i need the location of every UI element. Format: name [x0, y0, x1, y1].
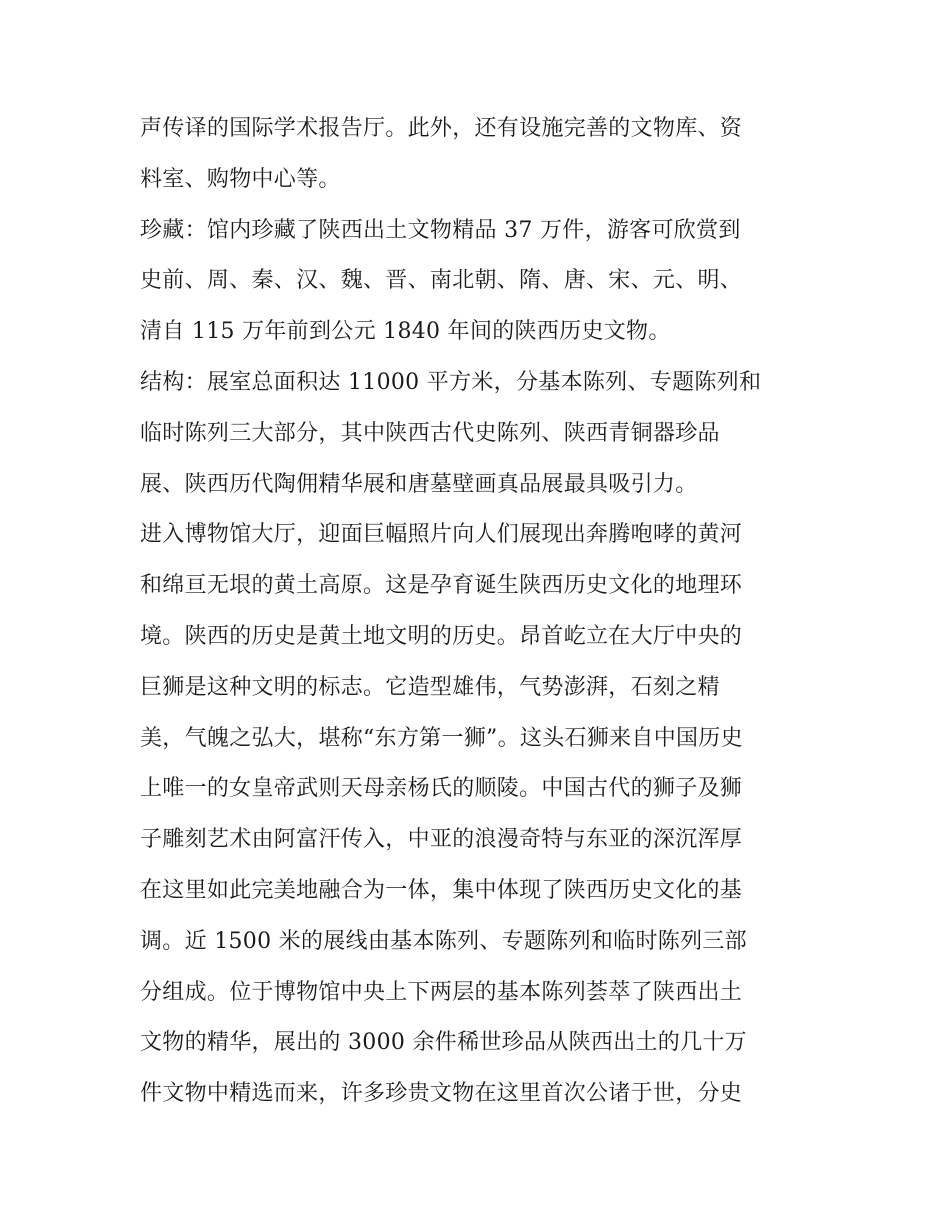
- text-line: 子雕刻艺术由阿富汗传入，中亚的浪漫奇特与东亚的深沉浑厚: [140, 827, 743, 853]
- text-line: 声传译的国际学术报告厅。此外，还有设施完善的文物库、资: [140, 116, 743, 141]
- text-line: 结构：展室总面积达 11000 平方米，分基本陈列、专题陈列和: [140, 369, 762, 395]
- text-line: 料室、购物中心等。: [140, 166, 341, 192]
- text-line: 境。陕西的历史是黄土地文明的历史。昂首屹立在大厅中央的: [140, 623, 743, 649]
- text-line: 展、陕西历代陶佣精华展和唐墓壁画真品展最具吸引力。: [140, 471, 698, 497]
- text-line: 在这里如此完美地融合为一体，集中体现了陕西历史文化的基: [140, 877, 743, 903]
- text-line: 临时陈列三大部分，其中陕西古代史陈列、陕西青铜器珍品: [140, 420, 720, 446]
- text-line: 美，气魄之弘大，堪称“东方第一狮”。这头石狮来自中国历史: [140, 725, 743, 751]
- text-line: 巨狮是这种文明的标志。它造型雄伟，气势澎湃，石刻之精: [140, 674, 720, 700]
- text-line: 清自 115 万年前到公元 1840 年间的陕西历史文物。: [140, 319, 671, 345]
- text-line: 件文物中精选而来，许多珍贵文物在这里首次公诸于世，分史: [140, 1081, 743, 1107]
- text-line: 和绵亘无垠的黄土高原。这是孕育诞生陕西历史文化的地理环: [140, 573, 743, 599]
- text-line: 调。近 1500 米的展线由基本陈列、专题陈列和临时陈列三部: [140, 928, 747, 954]
- text-line: 珍藏：馆内珍藏了陕西出土文物精品 37 万件，游客可欣赏到: [140, 217, 741, 243]
- text-line: 史前、周、秦、汉、魏、晋、南北朝、隋、唐、宋、元、明、: [140, 268, 743, 294]
- text-line: 分组成。位于博物馆中央上下两层的基本陈列荟萃了陕西出土: [140, 979, 743, 1005]
- text-line: 文物的精华，展出的 3000 余件稀世珍品从陕西出土的几十万: [140, 1030, 747, 1056]
- body-text: [140, 104, 820, 1120]
- text-line: 进入博物馆大厅，迎面巨幅照片向人们展现出奔腾咆哮的黄河: [140, 522, 743, 548]
- text-line: 上唯一的女皇帝武则天母亲杨氏的顺陵。中国古代的狮子及狮: [140, 776, 743, 802]
